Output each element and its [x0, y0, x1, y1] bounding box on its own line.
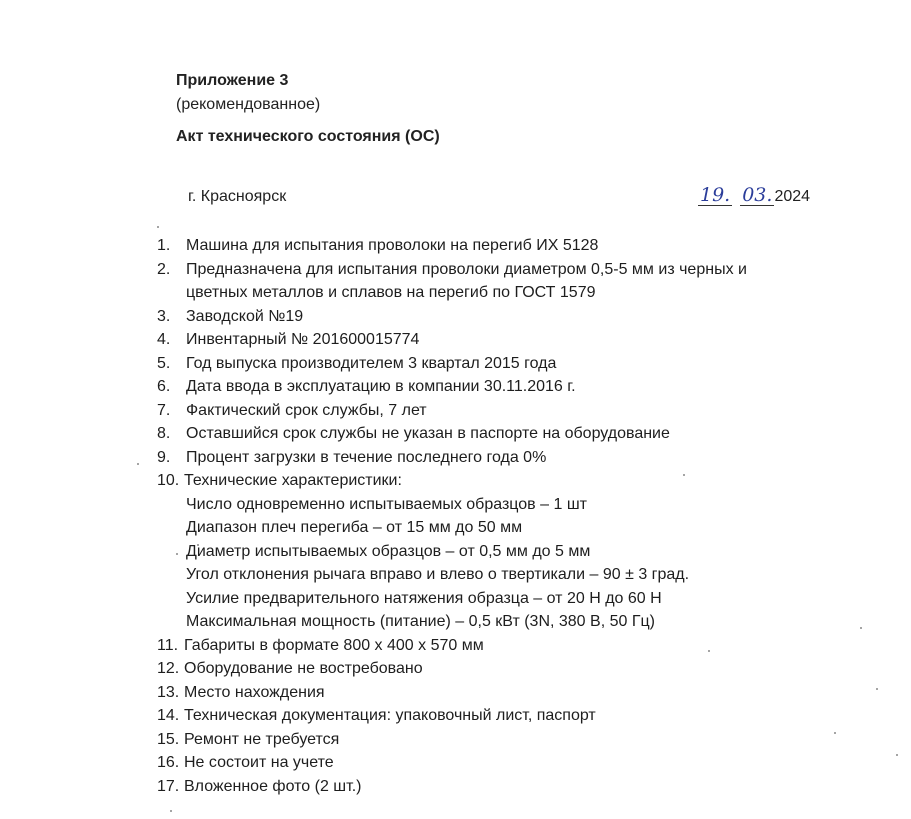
- document-date: [698, 186, 810, 206]
- spec-line: [0, 493, 911, 517]
- item-number: 1.: [157, 237, 171, 254]
- list-item: [0, 375, 911, 399]
- item-text: Машина для испытания проволоки на перегиб ИХ 5128: [186, 237, 599, 254]
- handwritten-month: 03.: [742, 184, 773, 206]
- item-text: Оставшийся срок службы не указан в паспорте на оборудование: [186, 425, 670, 442]
- list-item: [0, 305, 911, 329]
- item-text: Дата ввода в эксплуатацию в компании 30.11.2016 г.: [186, 378, 576, 395]
- list-item: [0, 634, 911, 658]
- list-item: [0, 258, 911, 282]
- spec-text: Усилие предварительного натяжения образца – от 20 Н до 60 Н: [186, 589, 662, 607]
- appendix-subtitle: (рекомендованное): [176, 96, 321, 113]
- list-item: [0, 657, 911, 681]
- item-text: Технические характеристики:: [184, 472, 402, 489]
- item-text: Ремонт не требуется: [184, 730, 340, 748]
- item-text: Габариты в формате 800 х 400 х 570 мм: [184, 636, 484, 654]
- item-number: 8.: [157, 425, 171, 442]
- spec-text: Максимальная мощность (питание) – 0,5 кВт (3N, 380 В, 50 Гц): [186, 613, 655, 630]
- list-item: [0, 328, 911, 352]
- spec-line: [0, 587, 911, 611]
- item-text: Инвентарный № 201600015774: [186, 331, 420, 348]
- list-item: [0, 751, 911, 775]
- city: г. Красноярск: [188, 188, 287, 205]
- item-number: 7.: [157, 401, 171, 419]
- item-text-continuation: цветных металлов и сплавов на перегиб по ГОСТ 1579: [186, 284, 596, 301]
- item-number: 14.: [157, 707, 180, 724]
- item-number: 17.: [157, 777, 180, 795]
- item-text: Процент загрузки в течение последнего года 0%: [186, 448, 547, 466]
- spec-text: Угол отклонения рычага вправо и влево о твертикали – 90 ± 3 град.: [186, 566, 690, 583]
- list-item: [0, 775, 911, 799]
- item-number: 12.: [157, 660, 180, 677]
- item-number: 15.: [157, 730, 180, 748]
- spec-text: Число одновременно испытываемых образцов – 1 шт: [186, 495, 587, 513]
- list-item: [0, 704, 911, 728]
- list-item: [0, 681, 911, 705]
- item-text: Вложенное фото (2 шт.): [184, 777, 362, 795]
- item-text: Техническая документация: упаковочный лист, паспорт: [184, 707, 596, 724]
- date-year: 2024: [774, 188, 811, 205]
- item-number: 6.: [157, 378, 171, 395]
- spec-line: [0, 610, 911, 634]
- list-item: [0, 399, 911, 423]
- list-item: [0, 469, 911, 493]
- list-item-continuation: [0, 281, 911, 305]
- spec-text: Диаметр испытываемых образцов – от 0,5 мм до 5 мм: [186, 542, 591, 560]
- item-number: 9.: [157, 448, 171, 466]
- act-title: Акт технического состояния (ОС): [176, 128, 440, 145]
- list-item: [0, 234, 911, 258]
- item-number: 4.: [157, 331, 171, 348]
- item-number: 13.: [157, 683, 180, 701]
- handwritten-day: 19.: [700, 184, 731, 206]
- item-text: Год выпуска производителем 3 квартал 2015 года: [186, 354, 557, 372]
- item-number: 10.: [157, 472, 180, 489]
- list-item: [0, 728, 911, 752]
- item-number: 11.: [157, 636, 179, 654]
- spec-line: [0, 540, 911, 564]
- item-text: Место нахождения: [184, 683, 325, 701]
- list-item: [0, 446, 911, 470]
- list-item: [0, 422, 911, 446]
- spec-line: [0, 516, 911, 540]
- item-list: [0, 234, 911, 798]
- list-item: [0, 352, 911, 376]
- item-text: Фактический срок службы, 7 лет: [186, 401, 427, 419]
- item-text: Не состоит на учете: [184, 754, 334, 771]
- appendix-title: Приложение 3: [176, 72, 289, 89]
- item-number: 5.: [157, 354, 171, 372]
- spec-text: Диапазон плеч перегиба – от 15 мм до 50 мм: [186, 519, 523, 536]
- item-text: Заводской №19: [186, 307, 304, 325]
- item-text: Оборудование не востребовано: [184, 660, 423, 677]
- item-text: Предназначена для испытания проволоки диаметром 0,5-5 мм из черных и: [186, 260, 747, 278]
- item-number: 16.: [157, 754, 180, 771]
- item-number: 2.: [157, 260, 171, 278]
- spec-line: [0, 563, 911, 587]
- item-number: 3.: [157, 307, 171, 325]
